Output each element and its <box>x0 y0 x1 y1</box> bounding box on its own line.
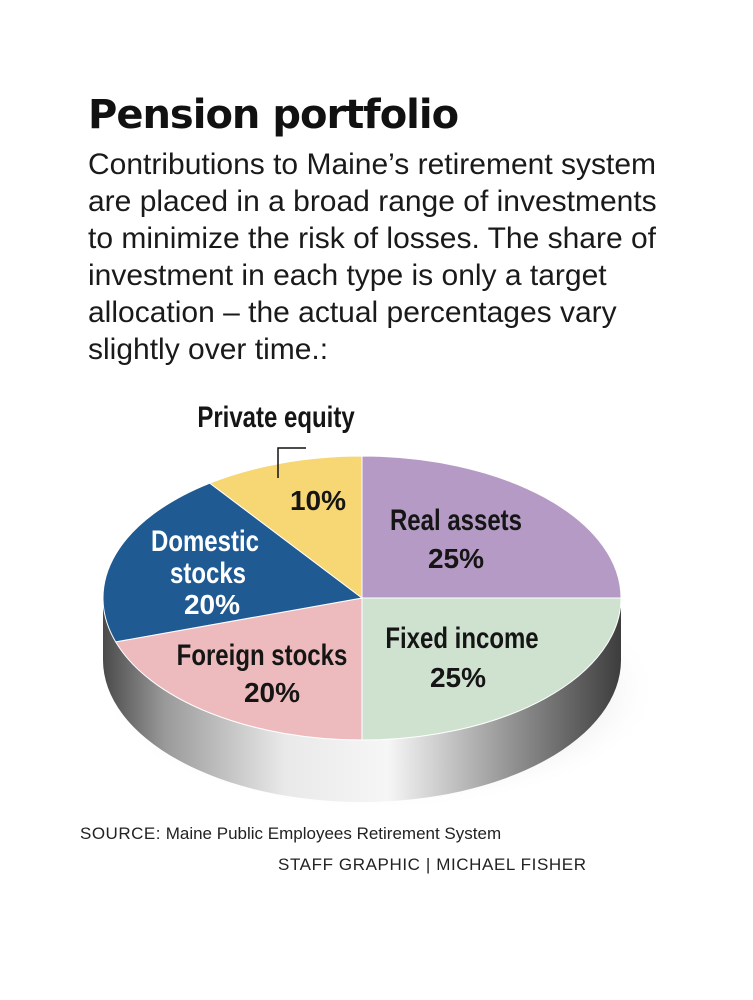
slice-label-domestic-stocks-line2: stocks <box>169 555 247 590</box>
staff-credit: STAFF GRAPHIC | MICHAEL FISHER <box>278 855 587 874</box>
slice-label-fixed-income: Fixed income <box>385 620 539 655</box>
slice-value-domestic-stocks: 20% <box>183 589 241 620</box>
slice-value-foreign-stocks: 20% <box>243 677 301 708</box>
slice-value-fixed-income: 25% <box>429 662 487 693</box>
source-text: Maine Public Employees Retirement System <box>165 824 502 843</box>
slice-label-private-equity: Private equity <box>197 399 355 434</box>
source-key: SOURCE: <box>80 824 161 843</box>
chart-subtitle: Contributions to Maine’s retirement system are placed in a broad range of investments to minimize the risk of losses. The share of investment in each type is only a target allocation – the actual percentages vary slightly over time.: <box>88 148 657 366</box>
slice-value-private-equity: 10% <box>289 485 347 516</box>
slice-label-real-assets: Real assets <box>389 502 523 537</box>
chart-title: Pension portfolio <box>88 92 459 138</box>
slice-label-foreign-stocks: Foreign stocks <box>176 637 348 672</box>
source-note <box>80 824 501 844</box>
slice-value-real-assets: 25% <box>427 543 485 574</box>
slice-label-domestic-stocks: Domestic <box>150 523 260 558</box>
